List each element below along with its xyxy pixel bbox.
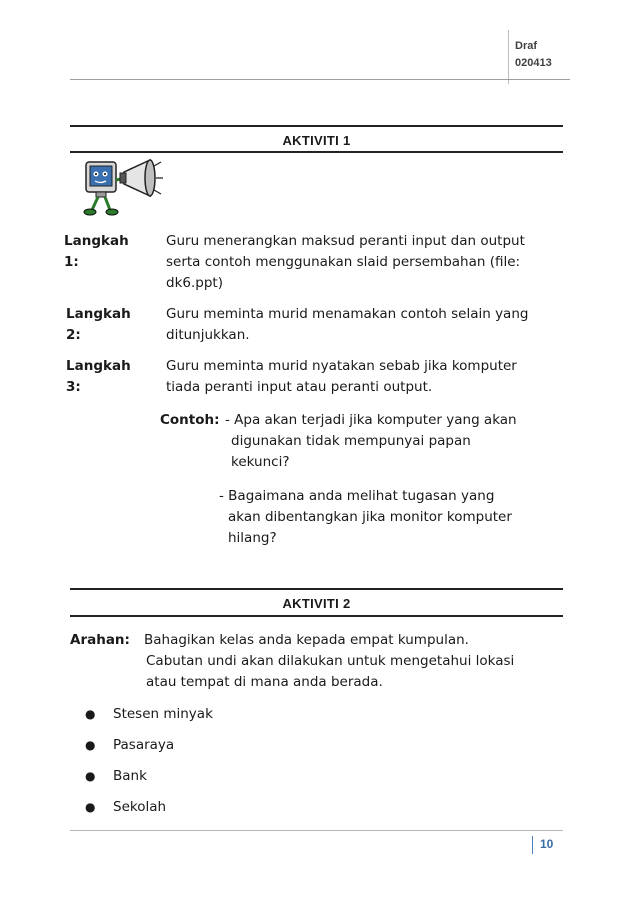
draft-stamp — [508, 30, 567, 84]
step-1-line: serta contoh menggunakan slaid persembahan (file: — [166, 254, 521, 270]
step-1-label: Langkah 1: — [64, 233, 129, 270]
location-label: Pasaraya — [113, 737, 175, 753]
example-line: - Bagaimana anda melihat tugasan yang — [219, 488, 495, 504]
example-label: Contoh: — [160, 412, 220, 428]
bullet-dot-icon: ● — [85, 707, 96, 721]
instruction-line: atau tempat di mana anda berada. — [146, 674, 383, 690]
activity1-title: AKTIVITI 1 — [282, 133, 351, 148]
step-2-line: ditunjukkan. — [166, 327, 250, 343]
step-3-line: tiada peranti input atau peranti output. — [166, 379, 433, 395]
activity2-top-rule — [70, 588, 563, 590]
step-1-line: Guru menerangkan maksud peranti input dan output — [166, 233, 525, 249]
location-label: Bank — [113, 768, 147, 784]
activity1-top-rule — [70, 125, 563, 127]
activity2-title: AKTIVITI 2 — [282, 596, 351, 611]
page-number: 10 — [540, 837, 554, 851]
bullet-dot-icon: ● — [85, 769, 96, 783]
activity1-bottom-rule — [70, 151, 563, 153]
bullet-dot-icon: ● — [85, 738, 96, 752]
step-2-label: Langkah 2: — [66, 306, 131, 343]
instruction-label: Arahan: — [70, 632, 130, 648]
location-label: Stesen minyak — [113, 706, 213, 722]
step-3-line: Guru meminta murid nyatakan sebab jika komputer — [166, 358, 517, 374]
example-line: akan dibentangkan jika monitor komputer — [228, 509, 512, 525]
instruction-line: Cabutan undi akan dilakukan untuk mengetahui lokasi — [146, 653, 515, 669]
location-label: Sekolah — [113, 799, 167, 815]
list-item — [85, 799, 166, 815]
computer-megaphone-icon — [78, 156, 164, 220]
step-1-line: dk6.ppt) — [166, 275, 223, 291]
list-item — [85, 706, 213, 722]
list-item — [85, 768, 147, 784]
header-rule — [70, 79, 570, 80]
draft-label: Draf — [515, 40, 538, 52]
activity2-bottom-rule — [70, 615, 563, 617]
draft-code: 020413 — [515, 57, 552, 69]
page-number-divider — [532, 836, 533, 854]
instruction-line: Bahagikan kelas anda kepada empat kumpulan. — [144, 632, 469, 648]
example-line: digunakan tidak mempunyai papan — [231, 433, 471, 449]
instructions — [144, 630, 514, 693]
example-1 — [225, 410, 517, 473]
step-2-line: Guru meminta murid menamakan contoh selain yang — [166, 306, 529, 322]
bullet-dot-icon: ● — [85, 800, 96, 814]
example-line: - Apa akan terjadi jika komputer yang akan — [225, 412, 517, 428]
step-3-label: Langkah 3: — [66, 358, 131, 395]
footer-rule — [70, 830, 563, 831]
example-2 — [219, 486, 512, 549]
list-item — [85, 737, 174, 753]
example-line: hilang? — [228, 530, 277, 546]
example-line: kekunci? — [231, 454, 290, 470]
